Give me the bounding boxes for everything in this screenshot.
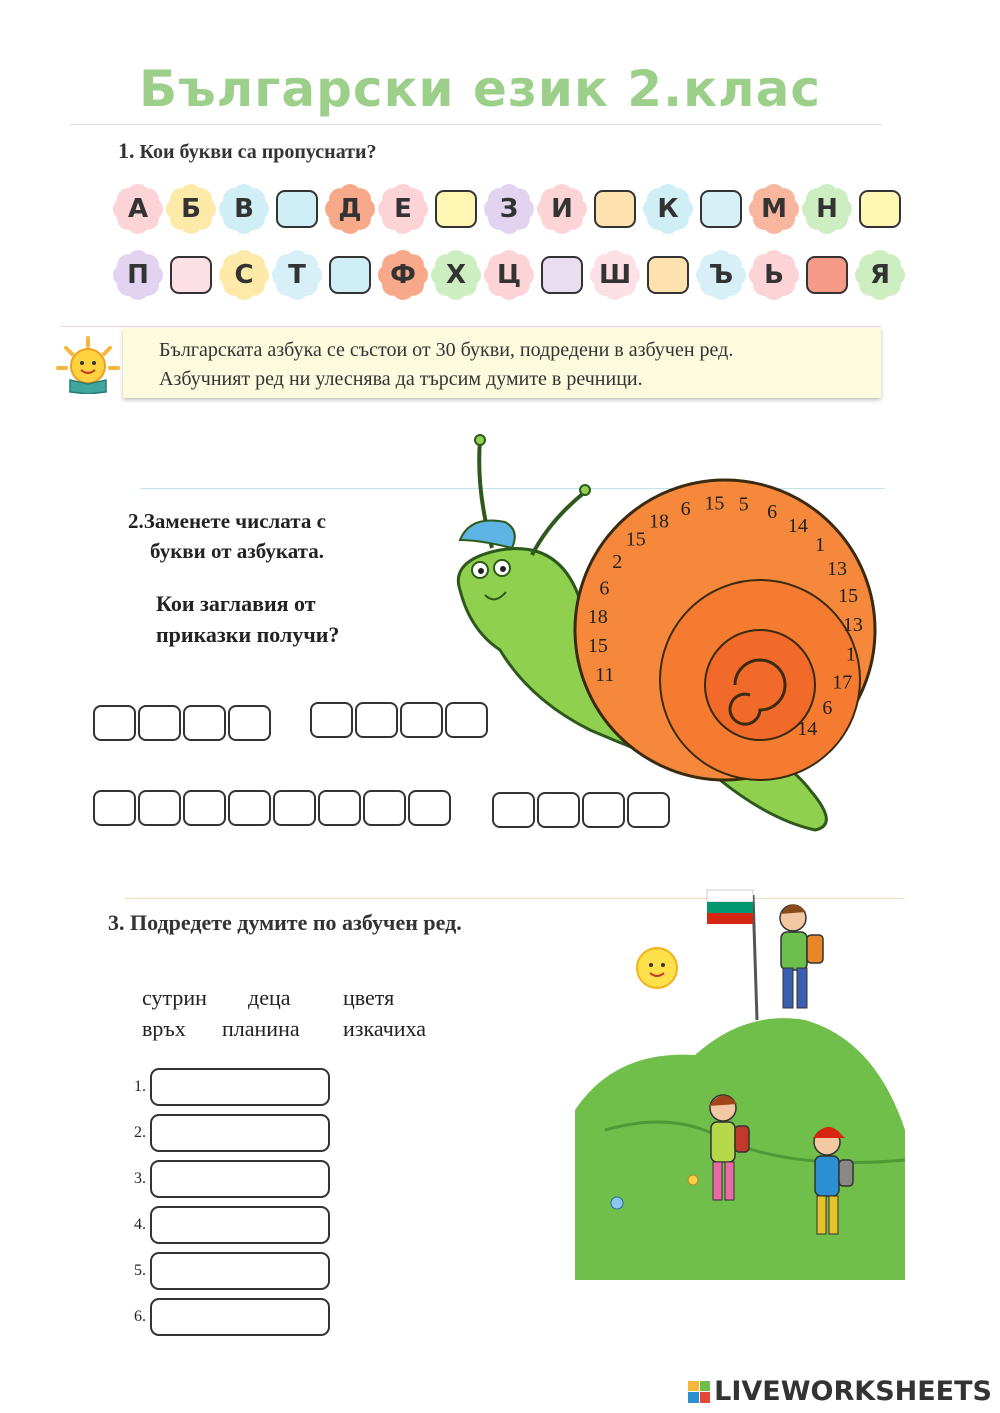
task3-question: Подредете думите по азбучен ред. (130, 910, 462, 935)
letter-answer-box[interactable] (273, 790, 316, 826)
letter-answer-box[interactable] (310, 702, 353, 738)
snail-number: 6 (599, 577, 610, 600)
alphabet-letter: Я (869, 260, 891, 290)
snail-number: 15 (625, 528, 646, 551)
letter-cell (324, 183, 376, 235)
task3-heading (108, 910, 462, 936)
letter-cell (695, 249, 747, 301)
alphabet-letter: Ф (390, 260, 416, 290)
snail-illustration (440, 430, 890, 840)
page-title: Български език 2.клас (138, 60, 822, 118)
snail-number: 15 (704, 492, 725, 515)
snail-number: 6 (822, 696, 833, 719)
snail-number: 5 (738, 493, 749, 516)
task2-line-2: букви от азбуката. (150, 539, 324, 563)
answer-number: 5. (134, 1262, 146, 1279)
reading-sun-icon (56, 336, 120, 394)
alphabet-letter: Д (338, 194, 362, 224)
alphabet-letter: П (127, 260, 149, 290)
letter-answer-box[interactable] (183, 705, 226, 741)
task3-number: 3. (108, 910, 125, 935)
alphabet-letter: Е (394, 194, 412, 224)
task1-heading (118, 138, 377, 164)
words-row-2 (142, 1016, 426, 1042)
alphabet-letter: Т (288, 260, 306, 290)
letter-cell (112, 249, 164, 301)
alphabet-letter: Ь (764, 260, 784, 290)
letter-answer-box[interactable] (363, 790, 406, 826)
letter-answer-box[interactable] (445, 702, 488, 738)
letter-answer-box[interactable] (93, 705, 136, 741)
alphabet-letter: Н (816, 194, 838, 224)
snail-number: 18 (648, 510, 669, 533)
missing-letter-input[interactable] (700, 190, 742, 228)
hikers-illustration (575, 880, 905, 1280)
snail-number: 11 (595, 663, 615, 686)
letter-answer-box[interactable] (492, 792, 535, 828)
alphabet-letter: А (127, 194, 149, 224)
missing-letter-cell[interactable] (801, 249, 853, 301)
letter-answer-box[interactable] (138, 705, 181, 741)
letter-cell (748, 249, 800, 301)
letter-answer-box[interactable] (627, 792, 670, 828)
alphabet-letter: З (499, 194, 519, 224)
letter-answer-box[interactable] (355, 702, 398, 738)
letter-cell (165, 183, 217, 235)
answer-row (128, 1110, 330, 1156)
task2-line-3: Кои заглавия от (156, 591, 316, 616)
alphabet-letter: Х (445, 260, 467, 290)
letter-answer-box[interactable] (138, 790, 181, 826)
snail-number: 1 (814, 534, 825, 557)
letter-answer-box[interactable] (318, 790, 361, 826)
word-answer-input[interactable] (150, 1068, 330, 1106)
answer-list (128, 1064, 330, 1340)
missing-letter-input[interactable] (276, 190, 318, 228)
words-row-1 (142, 985, 394, 1011)
snail-number: 1 (845, 643, 856, 666)
missing-letter-cell[interactable] (165, 249, 217, 301)
snail-antenna-tip-left (475, 435, 485, 445)
answer-number: 3. (134, 1170, 146, 1187)
missing-letter-input[interactable] (859, 190, 901, 228)
word-answer-input[interactable] (150, 1160, 330, 1198)
title2-word1-boxes (93, 790, 453, 826)
alphabet-letter: Ъ (708, 260, 734, 290)
snail-number: 13 (842, 614, 863, 637)
letter-cell (377, 183, 429, 235)
letter-answer-box[interactable] (400, 702, 443, 738)
task1-question: Кои букви са пропуснати? (139, 141, 377, 163)
snail-antenna-tip-right (580, 485, 590, 495)
liveworksheets-logo-icon (688, 1381, 710, 1403)
letter-answer-box[interactable] (93, 790, 136, 826)
answer-row (128, 1294, 330, 1340)
missing-letter-input[interactable] (170, 256, 212, 294)
alphabet-letter: М (761, 194, 787, 224)
word-item: деца (248, 985, 291, 1010)
missing-letter-cell[interactable] (642, 249, 694, 301)
letter-cell (589, 249, 641, 301)
missing-letter-input[interactable] (329, 256, 371, 294)
missing-letter-cell[interactable] (271, 183, 323, 235)
word-item: изкачиха (343, 1016, 427, 1041)
word-item: връх (142, 1016, 186, 1041)
info-box (123, 328, 881, 398)
flag-icon (707, 890, 753, 902)
missing-letter-input[interactable] (435, 190, 477, 228)
answer-row (128, 1202, 330, 1248)
task1-number: 1. (118, 138, 135, 163)
letter-cell (218, 183, 270, 235)
letter-cell (112, 183, 164, 235)
flag-pole (753, 895, 757, 1020)
info-divider (60, 326, 882, 327)
info-line-2: Азбучният ред ни улеснява да търсим думите в речници. (159, 368, 643, 390)
info-line-1: Българската азбука се състои от 30 букви, подредени в азбучен ред. (159, 339, 734, 361)
sun-icon (637, 948, 677, 988)
brand-name: LIVEWORKSHEETS (714, 1376, 992, 1407)
title2-word2-boxes (492, 792, 672, 828)
word-item: сутрин (142, 985, 207, 1010)
missing-letter-cell[interactable] (695, 183, 747, 235)
answer-row (128, 1156, 330, 1202)
snail-antenna-right (532, 492, 585, 555)
letter-cell (218, 249, 270, 301)
word-answer-input[interactable] (150, 1206, 330, 1244)
title1-word1-boxes (93, 705, 273, 741)
task2-line-4: приказки получи? (156, 622, 340, 647)
letter-cell (854, 249, 906, 301)
letter-cell (483, 183, 535, 235)
snail-number: 14 (787, 514, 808, 537)
title-divider (70, 124, 882, 125)
answer-row (128, 1064, 330, 1110)
answer-number: 2. (134, 1124, 146, 1141)
letter-answer-box[interactable] (537, 792, 580, 828)
answer-number: 4. (134, 1216, 146, 1233)
alphabet-letter: Ш (598, 260, 632, 290)
letter-cell (801, 183, 853, 235)
letter-answer-box[interactable] (183, 790, 226, 826)
letter-cell (748, 183, 800, 235)
missing-letter-cell[interactable] (430, 183, 482, 235)
liveworksheets-brand (688, 1376, 992, 1407)
snail-number: 13 (827, 558, 848, 581)
snail-number: 17 (832, 671, 853, 694)
alphabet-letter: К (657, 194, 679, 224)
alphabet-letter: С (234, 260, 254, 290)
word-answer-input[interactable] (150, 1252, 330, 1290)
snail-number: 6 (680, 498, 691, 521)
letter-cell (271, 249, 323, 301)
answer-row (128, 1248, 330, 1294)
missing-letter-input[interactable] (806, 256, 848, 294)
task2-instruction (128, 506, 326, 566)
word-answer-input[interactable] (150, 1298, 330, 1336)
alphabet-row-2 (112, 249, 907, 301)
task2-line-1: Заменете числата с (143, 509, 326, 533)
word-item: цветя (343, 985, 395, 1010)
snail-number: 6 (767, 500, 778, 523)
alphabet-letter: Ц (496, 260, 522, 290)
letter-answer-box[interactable] (408, 790, 451, 826)
missing-letter-input[interactable] (594, 190, 636, 228)
alphabet-row-1 (112, 183, 907, 235)
snail-number: 14 (797, 718, 818, 741)
missing-letter-input[interactable] (647, 256, 689, 294)
letter-cell (377, 249, 429, 301)
task2-number: 2. (128, 509, 144, 533)
missing-letter-cell[interactable] (324, 249, 376, 301)
letter-cell (430, 249, 482, 301)
snail-number: 15 (838, 585, 859, 608)
snail-number: 15 (587, 635, 608, 658)
title1-word2-boxes (310, 702, 490, 738)
missing-letter-cell[interactable] (536, 249, 588, 301)
letter-cell (642, 183, 694, 235)
snail-cap (460, 520, 515, 548)
word-answer-input[interactable] (150, 1114, 330, 1152)
alphabet-letter: В (234, 194, 254, 224)
task2-question (156, 588, 339, 650)
word-item: планина (222, 1016, 300, 1041)
missing-letter-input[interactable] (541, 256, 583, 294)
alphabet-letter: Б (181, 194, 201, 224)
missing-letter-cell[interactable] (854, 183, 906, 235)
letter-answer-box[interactable] (228, 705, 271, 741)
letter-answer-box[interactable] (582, 792, 625, 828)
answer-number: 6. (134, 1308, 146, 1325)
snail-number: 2 (612, 550, 623, 573)
letter-cell (536, 183, 588, 235)
snail-number: 18 (587, 605, 608, 628)
alphabet-letter: И (551, 194, 573, 224)
missing-letter-cell[interactable] (589, 183, 641, 235)
letter-answer-box[interactable] (228, 790, 271, 826)
letter-cell (483, 249, 535, 301)
answer-number: 1. (134, 1078, 146, 1095)
